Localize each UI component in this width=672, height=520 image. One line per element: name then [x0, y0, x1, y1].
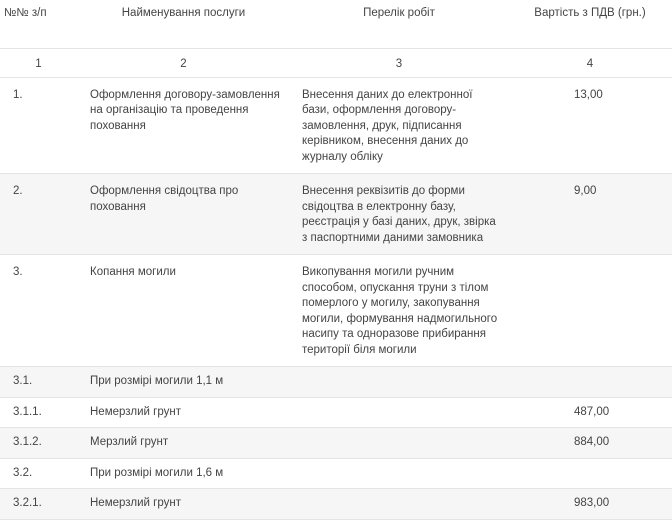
column-number-4: 4: [508, 48, 672, 77]
table-row: [0, 174, 672, 255]
price: 487,00: [508, 397, 672, 428]
works-list: [290, 458, 508, 489]
column-number-2: 2: [77, 48, 290, 77]
price: 9,00: [508, 174, 672, 255]
service-name: При розмірі могили 1,6 м: [77, 458, 290, 489]
table-row: [0, 428, 672, 459]
works-list: [290, 397, 508, 428]
service-name: Копання могили: [77, 255, 290, 367]
table-row: [0, 489, 672, 520]
price: [508, 458, 672, 489]
works-list: [290, 489, 508, 520]
works-list: [290, 367, 508, 398]
service-name: Немерзлий грунт: [77, 489, 290, 520]
column-number-3: 3: [290, 48, 508, 77]
price: 884,00: [508, 428, 672, 459]
table-row: [0, 77, 672, 174]
header-number: №№ з/п: [0, 0, 77, 48]
column-numbering-row: [0, 48, 672, 77]
column-number-1: 1: [0, 48, 77, 77]
works-list: Внесення даних до електронної бази, оформлення договору-замовлення, друк, підписання керівником, внесення даних до журналу обліку: [290, 77, 508, 174]
row-number: 3.: [0, 255, 77, 367]
price: [508, 255, 672, 367]
row-number: 1.: [0, 77, 77, 174]
price: [508, 367, 672, 398]
row-number: 2.: [0, 174, 77, 255]
service-name: Немерзлий грунт: [77, 397, 290, 428]
table-row: [0, 255, 672, 367]
table-row: [0, 397, 672, 428]
service-name: При розмірі могили 1,1 м: [77, 367, 290, 398]
service-name: Мерзлий грунт: [77, 428, 290, 459]
works-list: [290, 428, 508, 459]
row-number: 3.1.: [0, 367, 77, 398]
header-works-list: Перелік робіт: [290, 0, 508, 48]
row-number: 3.1.2.: [0, 428, 77, 459]
header-price: Вартість з ПДВ (грн.): [508, 0, 672, 48]
row-number: 3.2.: [0, 458, 77, 489]
works-list: Викопування могили ручним способом, опускання труни з тілом померлого у могилу, закопування могили, формування надмогильного насипу та одноразове прибирання території біля могили: [290, 255, 508, 367]
header-service-name: Найменування послуги: [77, 0, 290, 48]
price: 983,00: [508, 489, 672, 520]
works-list: Внесення реквізитів до форми свідоцтва в електронну базу, реєстрація у базі даних, друк, звірка з паспортними даними замовника: [290, 174, 508, 255]
row-number: 3.2.1.: [0, 489, 77, 520]
table-header-row: [0, 0, 672, 48]
table-row: [0, 458, 672, 489]
service-name: Оформлення договору-замовлення на організацію та проведення поховання: [77, 77, 290, 174]
row-number: 3.1.1.: [0, 397, 77, 428]
price: 13,00: [508, 77, 672, 174]
table-row: [0, 367, 672, 398]
service-name: Оформлення свідоцтва про поховання: [77, 174, 290, 255]
